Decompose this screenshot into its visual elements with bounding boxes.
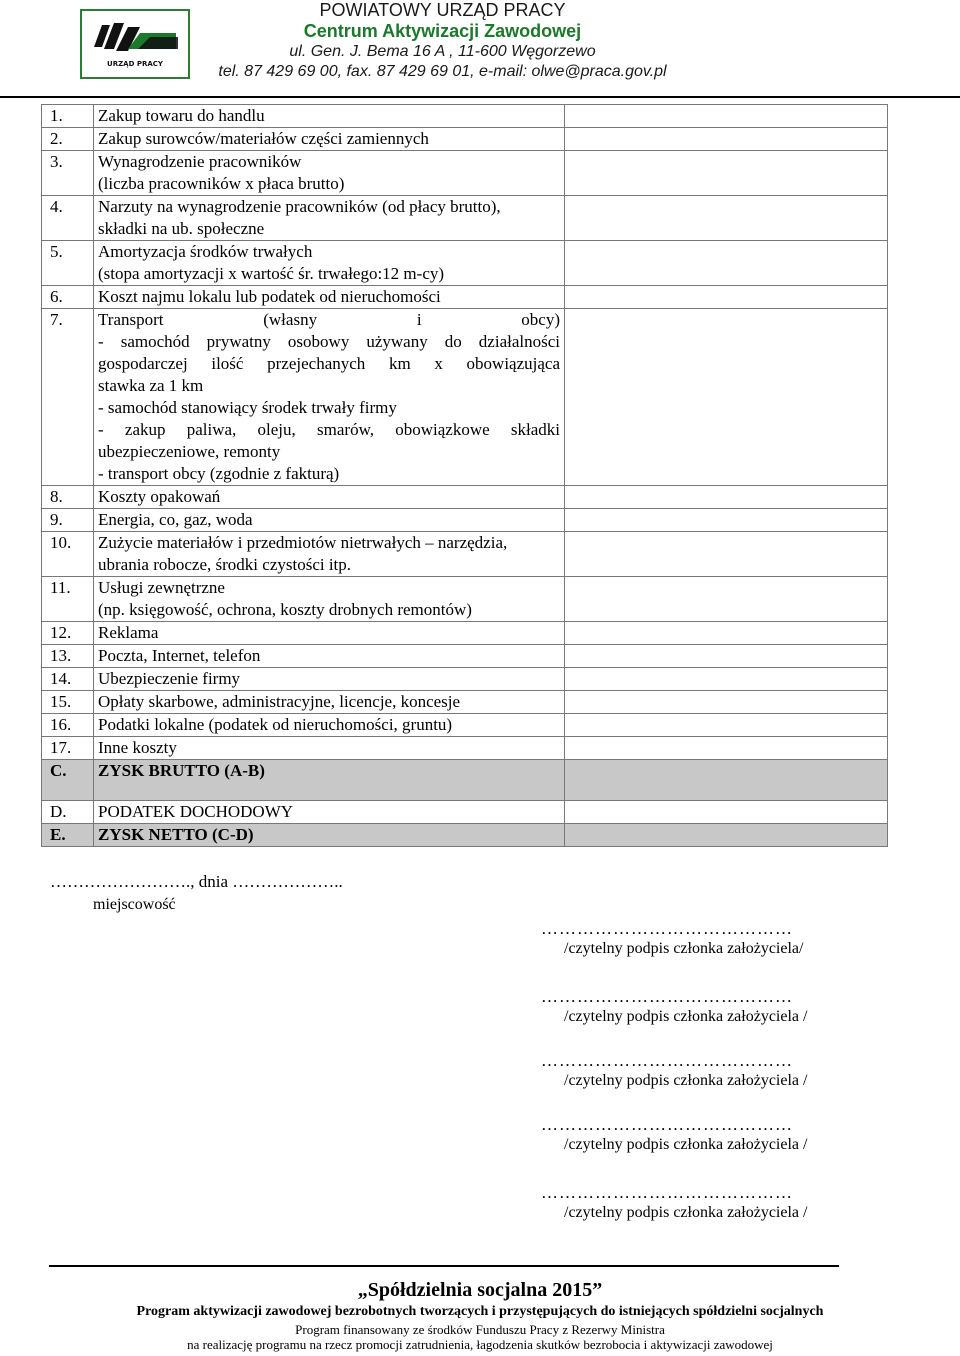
row-description: Inne koszty bbox=[94, 737, 565, 760]
value-cell[interactable] bbox=[565, 241, 888, 286]
row-number: 5. bbox=[42, 241, 94, 286]
description-line: stawka za 1 km bbox=[98, 376, 204, 395]
value-cell[interactable] bbox=[565, 801, 888, 824]
signature-line[interactable]: …………………………………… bbox=[541, 1115, 793, 1134]
logo-text: URZĄD PRACY bbox=[107, 60, 163, 68]
office-name: POWIATOWY URZĄD PRACY bbox=[319, 0, 566, 20]
signature-label: /czytelny podpis członka założyciela / bbox=[564, 1204, 808, 1221]
row-description: PODATEK DOCHODOWY bbox=[94, 801, 565, 824]
summary-row-income-tax bbox=[42, 801, 888, 824]
row-number: 10. bbox=[42, 532, 94, 577]
signature-line[interactable]: …………………………………… bbox=[541, 919, 793, 938]
cost-table bbox=[41, 104, 888, 847]
signature-line[interactable]: …………………………………… bbox=[541, 1183, 793, 1202]
table-row bbox=[42, 645, 888, 668]
row-description: Wynagrodzenie pracowników (liczba pracowników x płaca brutto) bbox=[94, 151, 565, 196]
description-line: ubezpieczeniowe, remonty bbox=[98, 442, 281, 461]
description-line: - transport obcy (zgodnie z fakturą) bbox=[98, 464, 340, 483]
row-number: E. bbox=[42, 824, 94, 847]
description-line: Transport (własny i obcy) bbox=[98, 310, 560, 329]
value-cell[interactable] bbox=[565, 105, 888, 128]
row-number: D. bbox=[42, 801, 94, 824]
table-row bbox=[42, 286, 888, 309]
row-description: Koszt najmu lokalu lub podatek od nieruchomości bbox=[94, 286, 565, 309]
summary-row-net-profit bbox=[42, 824, 888, 847]
row-description: Opłaty skarbowe, administracyjne, licencje, koncesje bbox=[94, 691, 565, 714]
row-description: Zużycie materiałów i przedmiotów nietrwałych – narzędzia, ubrania robocze, środki czystości itp. bbox=[94, 532, 565, 577]
value-cell[interactable] bbox=[565, 509, 888, 532]
row-number: 13. bbox=[42, 645, 94, 668]
row-description: Narzuty na wynagrodzenie pracowników (od płacy brutto), składki na ub. społeczne bbox=[94, 196, 565, 241]
table-row bbox=[42, 577, 888, 622]
value-cell[interactable] bbox=[565, 577, 888, 622]
value-cell[interactable] bbox=[565, 691, 888, 714]
row-description: Reklama bbox=[94, 622, 565, 645]
table-row bbox=[42, 691, 888, 714]
table-row bbox=[42, 151, 888, 196]
row-number: 16. bbox=[42, 714, 94, 737]
urzad-pracy-logo bbox=[80, 9, 190, 79]
row-description: Podatki lokalne (podatek od nieruchomości, gruntu) bbox=[94, 714, 565, 737]
row-description: Amortyzacja środków trwałych (stopa amortyzacji x wartość śr. trwałego:12 m-cy) bbox=[94, 241, 565, 286]
header-divider bbox=[0, 96, 960, 98]
row-description: Ubezpieczenie firmy bbox=[94, 668, 565, 691]
row-number: 15. bbox=[42, 691, 94, 714]
value-cell[interactable] bbox=[565, 824, 888, 847]
table-row bbox=[42, 714, 888, 737]
value-cell[interactable] bbox=[565, 486, 888, 509]
value-cell[interactable] bbox=[565, 645, 888, 668]
centre-name: Centrum Aktywizacji Zawodowej bbox=[303, 21, 582, 41]
signature-label: /czytelny podpis członka założyciela / bbox=[564, 1072, 808, 1089]
footer-divider bbox=[49, 1265, 839, 1267]
value-cell[interactable] bbox=[565, 309, 888, 486]
row-number: 11. bbox=[42, 577, 94, 622]
place-label: miejscowość bbox=[93, 896, 176, 913]
table-row bbox=[42, 128, 888, 151]
row-description: ZYSK BRUTTO (A-B) bbox=[94, 760, 565, 801]
row-number: 9. bbox=[42, 509, 94, 532]
footer-funding: Program finansowany ze środków Funduszu Pracy z Rezerwy Ministra bbox=[295, 1322, 665, 1337]
signature-line[interactable]: …………………………………… bbox=[541, 1051, 793, 1070]
description-line: - zakup paliwa, oleju, smarów, obowiązkowe składki bbox=[98, 420, 560, 439]
footer-program: Program aktywizacji zawodowej bezrobotnych tworzących i przystępujących do istniejących spółdzielni socjalnych bbox=[136, 1304, 824, 1319]
value-cell[interactable] bbox=[565, 196, 888, 241]
value-cell[interactable] bbox=[565, 668, 888, 691]
row-number: C. bbox=[42, 760, 94, 801]
signature-label: /czytelny podpis członka założyciela / bbox=[564, 1136, 808, 1153]
row-description: Koszty opakowań bbox=[94, 486, 565, 509]
row-description: ZYSK NETTO (C-D) bbox=[94, 824, 565, 847]
row-number: 1. bbox=[42, 105, 94, 128]
place-date-line[interactable]: ……………………., dnia ……………….. bbox=[50, 872, 343, 891]
value-cell[interactable] bbox=[565, 760, 888, 801]
value-cell[interactable] bbox=[565, 286, 888, 309]
summary-row-gross-profit bbox=[42, 760, 888, 801]
signature-label: /czytelny podpis członka założyciela/ bbox=[564, 940, 804, 957]
description-line: gospodarczej ilość przejechanych km x obowiązująca bbox=[98, 354, 560, 373]
row-number: 7. bbox=[42, 309, 94, 486]
row-number: 14. bbox=[42, 668, 94, 691]
signature-label: /czytelny podpis członka założyciela / bbox=[564, 1008, 808, 1025]
table-row bbox=[42, 737, 888, 760]
row-description: Energia, co, gaz, woda bbox=[94, 509, 565, 532]
value-cell[interactable] bbox=[565, 737, 888, 760]
table-row bbox=[42, 196, 888, 241]
footer-title: „Spółdzielnia socjalna 2015” bbox=[357, 1279, 603, 1301]
row-description: Zakup surowców/materiałów części zamiennych bbox=[94, 128, 565, 151]
table-row bbox=[42, 668, 888, 691]
office-contact: tel. 87 429 69 00, fax. 87 429 69 01, e-mail: olwe@praca.gov.pl bbox=[218, 63, 667, 80]
row-number: 6. bbox=[42, 286, 94, 309]
row-number: 12. bbox=[42, 622, 94, 645]
table-row bbox=[42, 105, 888, 128]
row-number: 2. bbox=[42, 128, 94, 151]
row-number: 3. bbox=[42, 151, 94, 196]
value-cell[interactable] bbox=[565, 532, 888, 577]
description-line: - samochód prywatny osobowy używany do działalności bbox=[98, 332, 560, 351]
row-description: Zakup towaru do handlu bbox=[94, 105, 565, 128]
footer-implementation: na realizację programu na rzecz promocji zatrudnienia, łagodzenia skutków bezrobocia i aktywizacji zawodowej bbox=[187, 1337, 773, 1352]
row-description: Poczta, Internet, telefon bbox=[94, 645, 565, 668]
value-cell[interactable] bbox=[565, 128, 888, 151]
value-cell[interactable] bbox=[565, 714, 888, 737]
row-number: 17. bbox=[42, 737, 94, 760]
table-row bbox=[42, 486, 888, 509]
table-row bbox=[42, 622, 888, 645]
office-address: ul. Gen. J. Bema 16 A , 11-600 Węgorzewo bbox=[289, 43, 596, 60]
value-cell[interactable] bbox=[565, 151, 888, 196]
table-row bbox=[42, 509, 888, 532]
row-description bbox=[94, 309, 565, 486]
row-number: 8. bbox=[42, 486, 94, 509]
description-line: - samochód stanowiący środek trwały firmy bbox=[98, 398, 397, 417]
row-description: Usługi zewnętrzne (np. księgowość, ochrona, koszty drobnych remontów) bbox=[94, 577, 565, 622]
signature-line[interactable]: …………………………………… bbox=[541, 987, 793, 1006]
table-row bbox=[42, 532, 888, 577]
row-number: 4. bbox=[42, 196, 94, 241]
table-row bbox=[42, 241, 888, 286]
table-row bbox=[42, 309, 888, 486]
value-cell[interactable] bbox=[565, 622, 888, 645]
